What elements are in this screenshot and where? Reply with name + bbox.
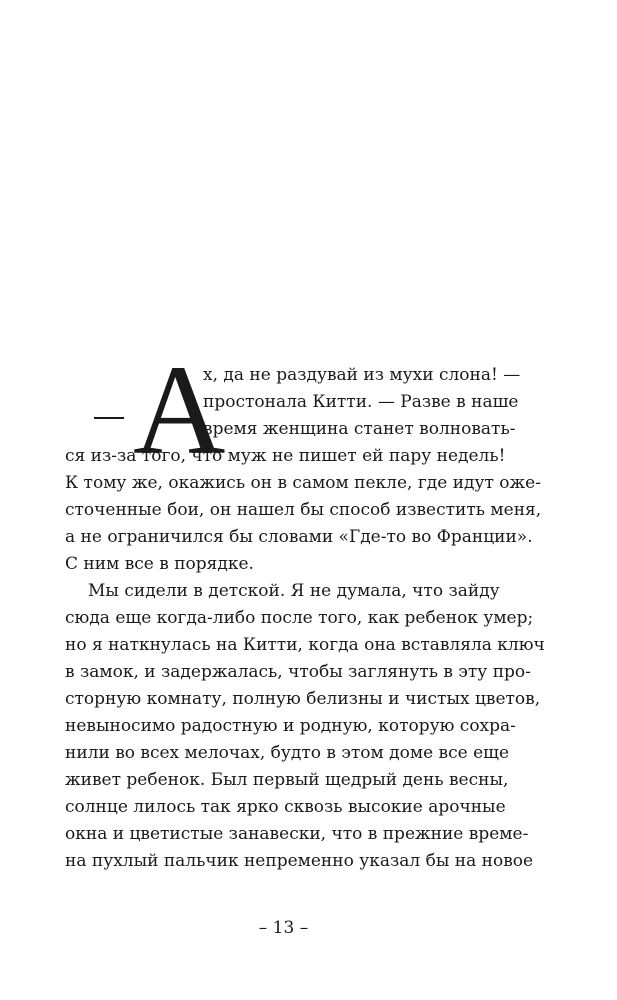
text-line: окна и цветистые занавески, что в прежние време- (65, 824, 529, 844)
text-line: сторную комнату, полную белизны и чистых цветов, (65, 689, 541, 709)
dialogue-dash (94, 417, 124, 419)
text-line: х, да не раздувай из мухи слона! — (203, 365, 521, 385)
drop-cap: А (133, 339, 226, 481)
text-line: нили во всех мелочах, будто в этом доме все еще (65, 743, 510, 763)
text-line: в замок, и задержалась, чтобы заглянуть в эту про- (65, 662, 531, 682)
text-line: Мы сидели в детской. Я не думала, что зайду (88, 581, 500, 601)
text-line: живет ребенок. Был первый щедрый день весны, (65, 770, 509, 790)
text-line: на пухлый пальчик непременно указал бы на новое (65, 851, 534, 871)
text-line: невыносимо радостную и родную, которую сохра- (65, 716, 516, 736)
text-line: солнце лилось так ярко сквозь высокие арочные (65, 797, 506, 817)
text-line: сюда еще когда-либо после того, как ребенок умер; (65, 608, 534, 628)
text-line: время женщина станет волновать- (203, 419, 516, 439)
text-line: но я наткнулась на Китти, когда она вставляла ключ (65, 635, 545, 655)
text-line: К тому же, окажись он в самом пекле, где идут оже- (65, 473, 541, 493)
text-line: С ним все в порядке. (65, 554, 254, 574)
text-line: ся из-за того, что муж не пишет ей пару недель! (65, 446, 506, 466)
page-number: – 13 – (258, 918, 309, 938)
text-line: сточенные бои, он нашел бы способ известить меня, (65, 500, 542, 520)
text-line: а не ограничился бы словами «Где-то во Франции». (65, 527, 533, 547)
text-line: простонала Китти. — Разве в наше (203, 392, 519, 412)
